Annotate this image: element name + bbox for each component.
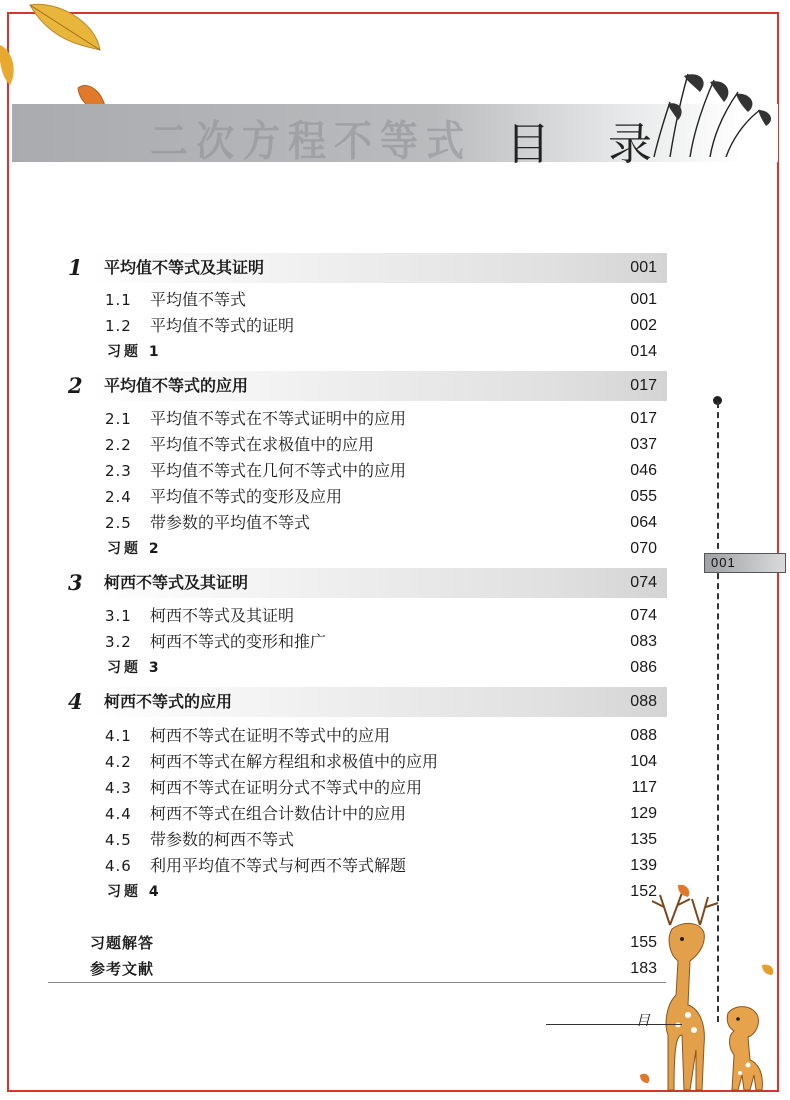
exercise-page: 014 — [630, 343, 657, 360]
section-page: 001 — [630, 291, 657, 308]
section-title[interactable]: 平均值不等式在求极值中的应用 — [150, 435, 375, 454]
footer-rule — [546, 1024, 682, 1025]
exercise-page: 152 — [630, 883, 657, 900]
chapter-title[interactable]: 柯西不等式及其证明 — [104, 573, 249, 592]
section-number: 4.4 — [105, 805, 132, 823]
page-number-tab — [704, 553, 786, 573]
section-number: 2.2 — [105, 436, 132, 454]
section-page: 046 — [630, 462, 657, 479]
answers-page: 155 — [630, 934, 657, 951]
section-page: 104 — [630, 753, 657, 770]
page-title-char-2: 录 — [608, 119, 652, 170]
section-title[interactable]: 柯西不等式在证明分式不等式中的应用 — [150, 778, 423, 797]
section-page: 083 — [630, 633, 657, 650]
section-number: 2.5 — [105, 514, 132, 532]
section-page: 129 — [630, 805, 657, 822]
section-title[interactable]: 平均值不等式的证明 — [150, 316, 295, 335]
section-title[interactable]: 柯西不等式在组合计数估计中的应用 — [150, 804, 407, 823]
section-title[interactable]: 柯西不等式的变形和推广 — [150, 632, 327, 651]
chapter-title[interactable]: 平均值不等式的应用 — [104, 376, 249, 395]
section-title[interactable]: 平均值不等式在几何不等式中的应用 — [150, 461, 407, 480]
exercise-title[interactable]: 习题 2 — [107, 541, 162, 557]
chapter-page: 074 — [630, 574, 657, 591]
section-page: 117 — [631, 779, 657, 796]
section-number: 2.3 — [105, 462, 132, 480]
exercise-page: 070 — [630, 540, 657, 557]
chapter-number: 4 — [68, 689, 83, 714]
page-number-label: 001 — [711, 555, 736, 570]
section-title[interactable]: 柯西不等式在解方程组和求极值中的应用 — [150, 752, 439, 771]
references-title[interactable]: 参考文献 — [90, 960, 155, 978]
chapter-title[interactable]: 柯西不等式的应用 — [104, 692, 233, 711]
section-page: 055 — [630, 488, 657, 505]
chapter-number: 1 — [68, 255, 83, 280]
footer-mark: 目 — [636, 1013, 650, 1029]
chapter-number: 3 — [68, 570, 83, 595]
chapter-page: 088 — [630, 693, 657, 710]
section-title[interactable]: 平均值不等式在不等式证明中的应用 — [150, 409, 407, 428]
section-page: 002 — [630, 317, 657, 334]
banner-ghost-text: 二次方程不等式 — [150, 117, 473, 166]
section-number: 1.2 — [105, 317, 132, 335]
section-page: 139 — [630, 857, 657, 874]
answers-title[interactable]: 习题解答 — [90, 934, 155, 952]
section-number: 3.1 — [105, 607, 132, 625]
toc-bottom-rule — [48, 982, 666, 983]
section-number: 3.2 — [105, 633, 132, 651]
section-number: 4.1 — [105, 727, 132, 745]
section-title[interactable]: 利用平均值不等式与柯西不等式解题 — [150, 856, 407, 875]
section-title[interactable]: 平均值不等式的变形及应用 — [150, 487, 343, 506]
section-page: 037 — [630, 436, 657, 453]
section-title[interactable]: 柯西不等式及其证明 — [150, 606, 295, 625]
section-title[interactable]: 平均值不等式 — [150, 290, 247, 309]
section-number: 4.5 — [105, 831, 132, 849]
section-title[interactable]: 柯西不等式在证明不等式中的应用 — [150, 726, 391, 745]
deer-illustration — [630, 885, 785, 1095]
section-number: 4.2 — [105, 753, 132, 771]
chapter-page: 017 — [630, 377, 657, 394]
section-page: 064 — [630, 514, 657, 531]
section-page: 017 — [630, 410, 657, 427]
exercise-title[interactable]: 习题 1 — [107, 344, 162, 360]
exercise-title[interactable]: 习题 3 — [107, 660, 162, 676]
exercise-title[interactable]: 习题 4 — [107, 884, 162, 900]
section-number: 4.3 — [105, 779, 132, 797]
chapter-page: 001 — [630, 259, 657, 276]
references-page: 183 — [630, 960, 657, 977]
section-title[interactable]: 带参数的柯西不等式 — [150, 830, 295, 849]
chapter-number: 2 — [68, 373, 83, 398]
section-page: 088 — [630, 727, 657, 744]
section-page: 074 — [630, 607, 657, 624]
section-page: 135 — [630, 831, 657, 848]
exercise-page: 086 — [630, 659, 657, 676]
chapter-title[interactable]: 平均值不等式及其证明 — [104, 258, 265, 277]
page-title-char-1: 目 — [506, 119, 550, 170]
section-number: 1.1 — [105, 291, 132, 309]
section-title[interactable]: 带参数的平均值不等式 — [150, 513, 311, 532]
section-number: 4.6 — [105, 857, 132, 875]
section-number: 2.1 — [105, 410, 132, 428]
section-number: 2.4 — [105, 488, 132, 506]
